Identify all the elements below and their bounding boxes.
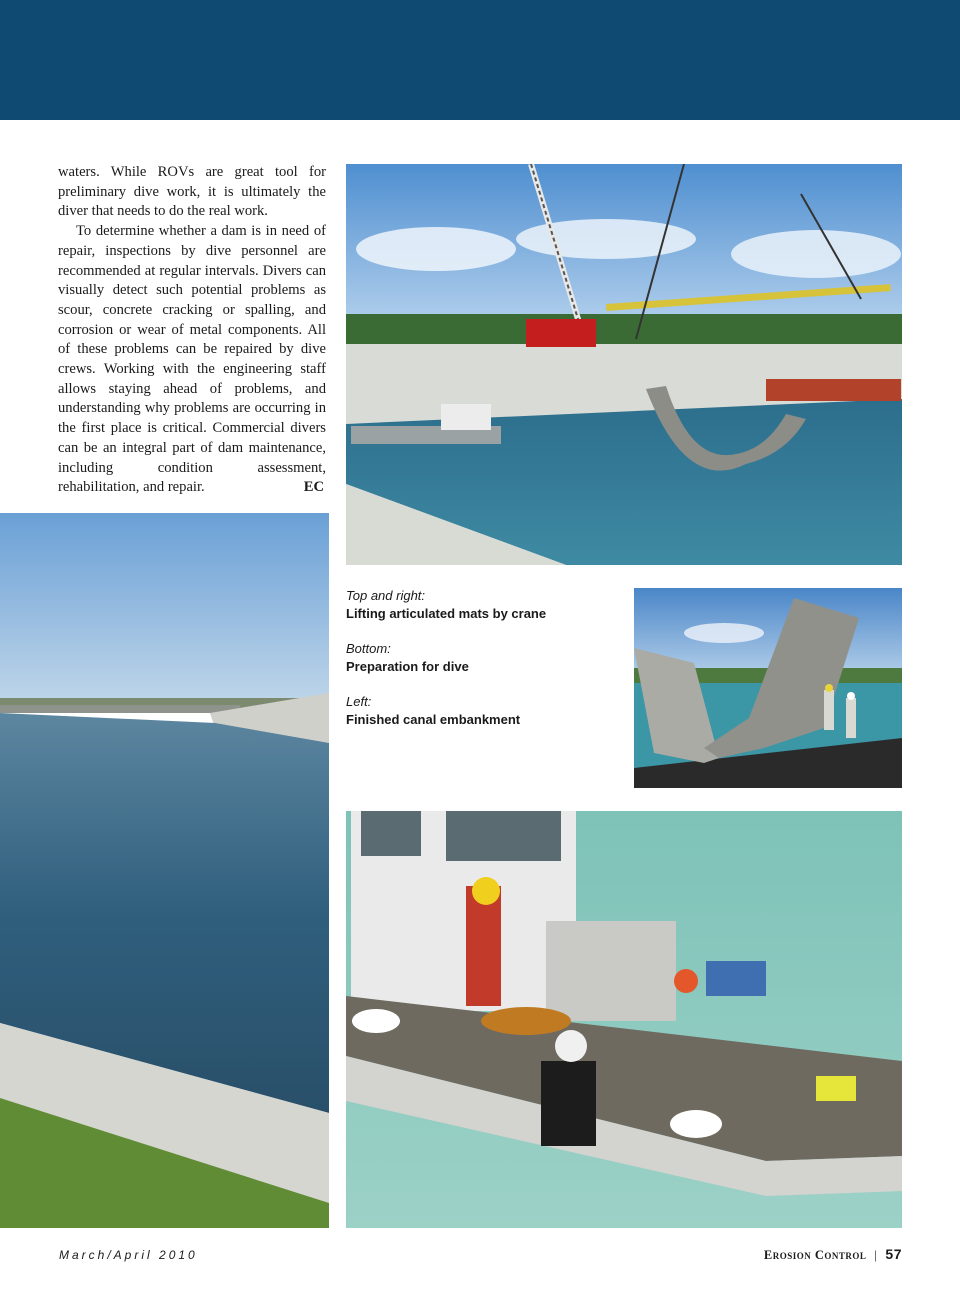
caption-label: Bottom: — [346, 641, 391, 656]
folio-separator: | — [874, 1248, 878, 1262]
folio — [764, 1246, 902, 1263]
photo-captions — [346, 587, 626, 746]
issue-date: March/April 2010 — [59, 1248, 198, 1262]
crane-lifting-mat-photo — [346, 164, 902, 565]
dive-preparation-photo — [346, 811, 902, 1228]
canal-embankment-photo — [0, 513, 329, 1228]
caption-label: Top and right: — [346, 588, 426, 603]
page-number: 57 — [885, 1246, 902, 1262]
mat-and-workers-photo — [634, 588, 902, 788]
magazine-name: Erosion Control — [763, 1248, 867, 1262]
header-band — [0, 0, 960, 120]
caption-text: Lifting articulated mats by crane — [346, 606, 547, 621]
caption-label: Left: — [346, 694, 372, 709]
caption-text: Preparation for dive — [346, 659, 469, 674]
article-body — [58, 163, 326, 498]
article-paragraph — [58, 222, 326, 498]
caption-text: Finished canal embankment — [346, 712, 521, 727]
article-paragraph-text: To determine whether a dam is in need of repair, inspections by dive personnel are recommended at regular intervals. Divers can visually detect such potential problems as scour, concrete cracking or spalling, and corrosion or wear of metal components. All of these problems can be repaired by dive crews. Working with the engineering staff allows staying ahead of problems, and understanding why problems are occurring in the first place is critical. Commercial divers can be an integral part of dam maintenance, including condition assessment, rehabilitation, and repair. — [58, 223, 326, 496]
end-mark: EC — [303, 479, 324, 496]
article-paragraph: waters. While ROVs are great tool for preliminary dive work, it is ultimately the diver that needs to do the real work. — [58, 164, 326, 220]
